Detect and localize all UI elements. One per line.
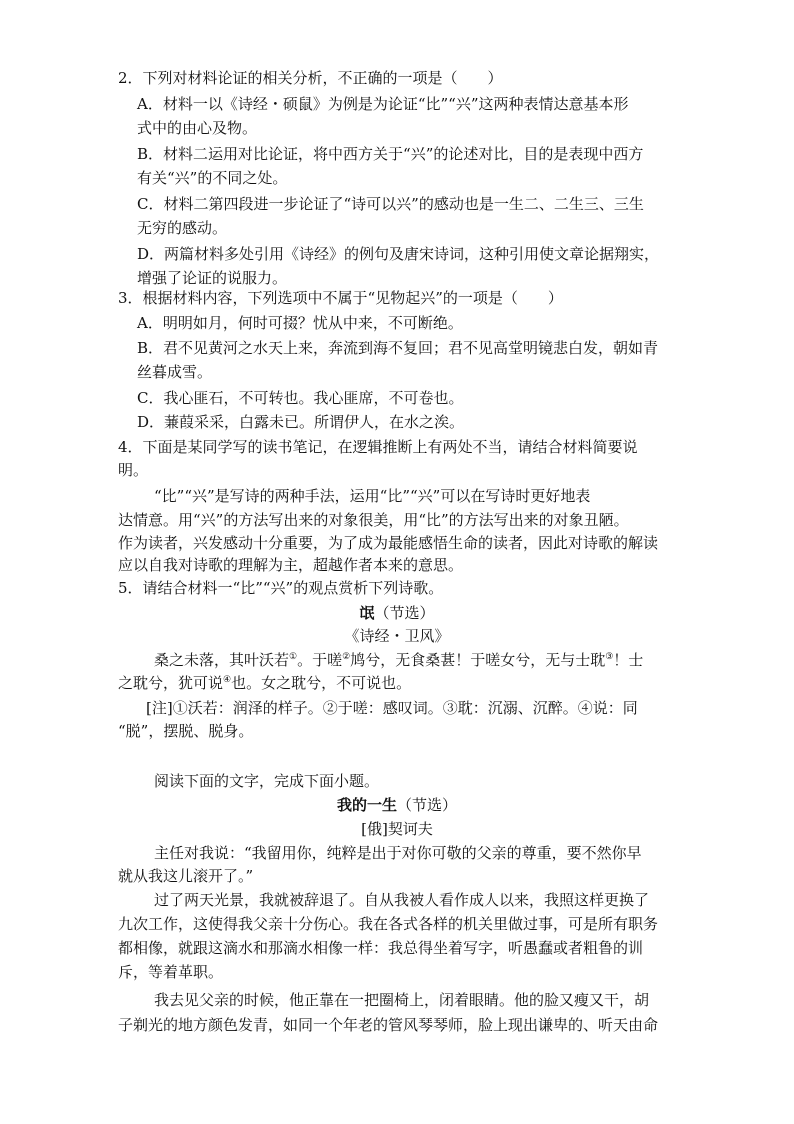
question-3-stem: 3．根据材料内容，下列选项中不属于“见物起兴”的一项是（ ）: [118, 289, 563, 307]
passage-line: 我去见父亲的时候，他正靠在一把圈椅上，闭着眼睛。他的脸又瘦又干，胡: [154, 991, 650, 1009]
passage-title-note: （节选）: [397, 796, 458, 814]
reading-note-line-1: “比”“兴”是写诗的两种手法，运用“比”“兴”可以在写诗时更好地表: [154, 487, 591, 505]
footnote-marker: ④: [223, 675, 232, 685]
poem-notes-cont: “脱”，摆脱、脱身。: [118, 722, 254, 740]
poem-text: 桑之未落，其叶沃若: [154, 651, 290, 669]
poem-title: [0, 603, 794, 623]
reading-note-line-4: 应以自我对诗歌的理解为主，超越作者本来的意思。: [118, 556, 464, 574]
question-5-stem: 5．请结合材料一“比”“兴”的观点赏析下列诗歌。: [118, 579, 444, 597]
reading-intro: 阅读下面的文字，完成下面小题。: [154, 772, 380, 790]
poem-source: 《诗经・卫风》: [344, 627, 450, 645]
question-2-option-c: C．材料二第四段进一步论证了“诗可以兴”的感动也是一生二、二生三、三生: [137, 195, 644, 213]
poem-line-1: [154, 650, 643, 670]
question-3-option-b-cont: 丝暮成雪。: [137, 363, 213, 381]
poem-text: ！士: [613, 651, 644, 669]
question-3-option-d: D．蒹葭采采，白露未已。所谓伊人，在水之涘。: [137, 413, 465, 431]
passage-title-text: 我的一生: [336, 796, 397, 814]
passage-line: 就从我这儿滚开了。”: [118, 867, 254, 885]
question-2-option-d-cont: 增强了论证的说服力。: [137, 269, 288, 287]
poem-text: 鸠兮，无食桑葚！于嗟女兮，无与士耽: [350, 651, 606, 669]
question-4-stem-cont: 明。: [118, 461, 149, 479]
passage-line: 主任对我说：“我留用你，纯粹是出于对你可敬的父亲的尊重，要不然你早: [154, 844, 642, 862]
question-2-option-c-cont: 无穷的感动。: [137, 219, 228, 237]
question-2-option-d: D．两篇材料多处引用《诗经》的例句及唐宋诗词，这种引用使文章论据翔实，: [137, 245, 660, 263]
poem-text: 也。女之耽兮，不可说也。: [231, 674, 412, 692]
question-2-option-a: A．材料一以《诗经・硕鼠》为例是为论证“比”“兴”这两种表情达意基本形: [137, 95, 629, 113]
poem-title-note: （节选）: [374, 604, 435, 622]
question-2-option-b-cont: 有关“兴”的不同之处。: [137, 169, 288, 187]
poem-line-2: [118, 673, 411, 693]
footnote-marker: ③: [605, 652, 614, 662]
poem-notes: [注]①沃若：润泽的样子。②于嗟：感叹词。③耽：沉溺、沉醉。④说：同: [146, 699, 638, 717]
footnote-marker: ①: [289, 652, 298, 662]
question-2-option-a-cont: 式中的由心及物。: [137, 119, 258, 137]
question-4-stem: 4．下面是某同学写的读书笔记，在逻辑推断上有两处不当，请结合材料简要说: [118, 438, 638, 456]
footnote-marker: ②: [342, 652, 351, 662]
passage-author: [俄]契诃夫: [361, 820, 433, 838]
question-3-option-a: A．明明如月，何时可掇？忧从中来，不可断绝。: [137, 314, 463, 332]
question-3-option-b: B．君不见黄河之水天上来，奔流到海不复回；君不见高堂明镜悲白发，朝如青: [137, 339, 659, 357]
poem-text: 。于嗟: [297, 651, 343, 669]
passage-title: [0, 795, 794, 815]
passage-line: 过了两天光景，我就被辞退了。自从我被人看作成人以来，我照这样更换了: [154, 891, 650, 909]
passage-line: 都相像，就跟这滴水和那滴水相像一样：我总得坐着写字，听愚蠢或者粗鲁的训: [118, 939, 644, 957]
passage-line: 子剃光的地方颜色发青，如同一个年老的管风琴琴师，脸上现出谦卑的、听天由命: [118, 1016, 659, 1034]
reading-note-line-3: 作为读者，兴发感动十分重要，为了成为最能感悟生命的读者，因此对诗歌的解读: [118, 534, 659, 552]
question-3-option-c: C．我心匪石，不可转也。我心匪席，不可卷也。: [137, 389, 464, 407]
poem-title-text: 氓: [359, 604, 375, 622]
question-2-stem: 2．下列对材料论证的相关分析，不正确的一项是（ ）: [118, 69, 503, 87]
reading-note-line-2: 达情意。用“兴”的方法写出来的对象很美，用“比”的方法写出来的对象丑陋。: [118, 511, 629, 529]
question-2-option-b: B．材料二运用对比论证，将中西方关于“兴”的论述对比，目的是表现中西方: [137, 145, 644, 163]
passage-line: 斥，等着革职。: [118, 963, 224, 981]
poem-text: 之耽兮，犹可说: [118, 674, 224, 692]
passage-line: 九次工作，这使得我父亲十分伤心。我在各式各样的机关里做过事，可是所有职务: [118, 915, 659, 933]
